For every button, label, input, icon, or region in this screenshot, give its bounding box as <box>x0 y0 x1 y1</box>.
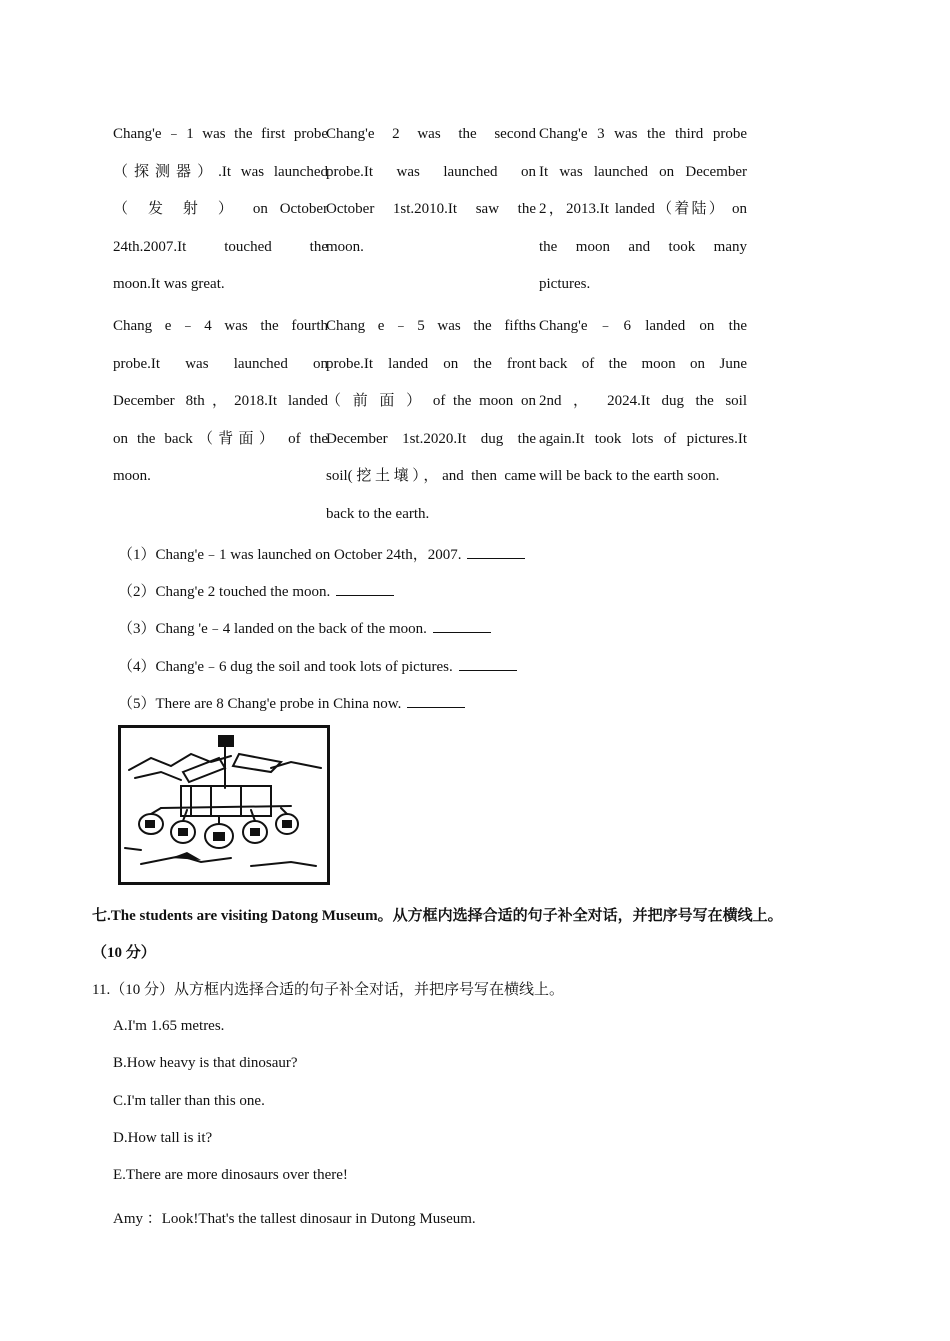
section-7-score: （10 分） <box>92 945 156 961</box>
question-text: （2）Chang'e 2 touched the moon. <box>118 584 331 600</box>
text-line: probe.It was launched on <box>326 163 536 180</box>
text-line: Chang'e﹣1 was the first probe <box>113 126 328 142</box>
text-line: moon. <box>326 238 364 255</box>
lunar-rover-drawing <box>121 728 327 882</box>
text-line: Chang'e 2 was the second <box>326 126 536 142</box>
question-5 <box>118 692 465 713</box>
passage-1-col-2 <box>326 116 536 266</box>
text-line: （ 前 面 ） of the moon on <box>326 393 536 409</box>
option-a: A.I'm 1.65 metres. <box>113 1018 225 1034</box>
question-4 <box>118 655 517 676</box>
question-2 <box>118 580 394 601</box>
text-line: （ 发 射 ） on October <box>113 201 328 217</box>
rover-illustration <box>118 725 330 885</box>
text-line: Chang'e﹣6 landed on the <box>539 318 747 334</box>
passage-1-col-3 <box>539 116 747 304</box>
passage-2-col-1 <box>113 308 328 496</box>
option-b: B.How heavy is that dinosaur? <box>113 1055 298 1071</box>
option-c: C.I'm taller than this one. <box>113 1093 265 1109</box>
question-text: （3）Chang 'e﹣4 landed on the back of the moon. <box>118 621 427 637</box>
section-7-title: 七.The students are visiting Datong Museum。从方框内选择合适的句子补全对话，并把序号写在横线上。 <box>92 908 783 924</box>
text-line: （探测器）.It was launched <box>113 163 328 180</box>
text-line: pictures. <box>539 276 591 292</box>
option-e: E.There are more dinosaurs over there! <box>113 1167 348 1183</box>
text-line: soil(挖土壤），and then came <box>326 468 536 484</box>
text-line: 2，2013.It landed（着陆） on <box>539 201 747 217</box>
text-line: December 1st.2020.It dug the <box>326 430 536 447</box>
dialogue-line-amy: Amy ：Look!That's the tallest dinosaur in Dutong Museum. <box>113 1211 476 1227</box>
text-line: probe.It landed on the front <box>326 355 536 372</box>
text-line: 2nd ， 2024.It dug the soil <box>539 393 747 409</box>
text-line: probe.It was launched on <box>113 355 328 372</box>
answer-blank[interactable] <box>433 618 491 633</box>
text-line: the moon and took many <box>539 238 747 255</box>
text-line: 24th.2007.It touched the <box>113 238 328 255</box>
text-line: Chang e﹣5 was the fifths <box>326 318 536 334</box>
text-line: back of the moon on June <box>539 355 747 372</box>
answer-blank[interactable] <box>467 544 525 559</box>
text-line: moon.It was great. <box>113 276 225 292</box>
question-11-instruction: 11.（10 分）从方框内选择合适的句子补全对话，并把序号写在横线上。 <box>92 982 564 998</box>
answer-blank[interactable] <box>459 656 517 671</box>
text-line: December 8th，2018.It landed <box>113 393 328 409</box>
passage-2-col-3 <box>539 308 747 496</box>
answer-blank[interactable] <box>336 581 394 596</box>
text-line: October 1st.2010.It saw the <box>326 201 536 217</box>
question-text: （5）There are 8 Chang'e probe in China now. <box>118 696 402 712</box>
text-line: back to the earth. <box>326 505 430 522</box>
passage-1-col-1 <box>113 116 328 304</box>
question-3 <box>118 617 491 638</box>
text-line: again.It took lots of pictures.It <box>539 430 747 447</box>
text-line: Chang'e 3 was the third probe <box>539 126 747 142</box>
question-1 <box>118 543 525 564</box>
option-d: D.How tall is it? <box>113 1130 213 1146</box>
text-line: It was launched on December <box>539 163 747 180</box>
answer-blank[interactable] <box>407 693 465 708</box>
text-line: will be back to the earth soon. <box>539 468 720 484</box>
question-text: （1）Chang'e﹣1 was launched on October 24th，2007. <box>118 547 462 563</box>
passage-2-col-2 <box>326 308 536 533</box>
question-text: （4）Chang'e﹣6 dug the soil and took lots of pictures. <box>118 659 453 675</box>
text-line: Chang e﹣4 was the fourth <box>113 318 328 334</box>
text-line: moon. <box>113 468 151 484</box>
text-line: on the back（背面） of the <box>113 430 328 447</box>
